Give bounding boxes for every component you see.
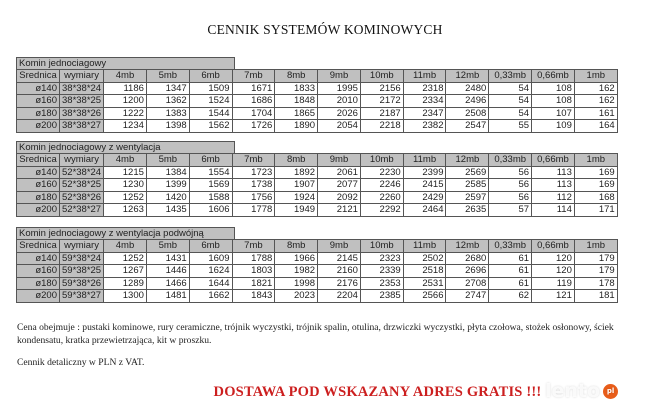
dimensions-cell: 59*38*27	[60, 290, 104, 303]
price-cell: 2204	[318, 290, 361, 303]
price-cell: 2121	[318, 204, 361, 217]
price-cell: 1890	[275, 120, 318, 133]
column-header: 4mb	[104, 154, 147, 167]
price-cell: 2026	[318, 107, 361, 120]
column-header: 0,66mb	[532, 154, 575, 167]
price-table-block	[16, 141, 618, 217]
price-cell: 2092	[318, 191, 361, 204]
price-cell: 1524	[189, 95, 232, 108]
price-cell: 61	[489, 252, 532, 265]
price-cell: 56	[489, 191, 532, 204]
column-header: 11mb	[403, 154, 446, 167]
price-cell: 2496	[446, 95, 489, 108]
column-header: 6mb	[189, 70, 232, 83]
price-table-block	[16, 227, 618, 303]
column-header: Srednica	[17, 154, 60, 167]
price-table	[16, 153, 618, 217]
price-cell: 1383	[146, 107, 189, 120]
column-header: wymiary	[60, 240, 104, 253]
price-cell: 61	[489, 277, 532, 290]
column-header: 5mb	[146, 70, 189, 83]
table-row	[17, 265, 618, 278]
price-cell: 169	[574, 179, 617, 192]
price-cell: 1833	[275, 82, 318, 95]
price-cell: 2547	[446, 120, 489, 133]
price-cell: 1362	[146, 95, 189, 108]
price-cell: 168	[574, 191, 617, 204]
price-cell: 120	[532, 265, 575, 278]
price-cell: 1554	[189, 166, 232, 179]
column-header: 4mb	[104, 70, 147, 83]
dimensions-cell: 52*38*24	[60, 166, 104, 179]
diameter-cell: ø200	[17, 204, 60, 217]
price-cell: 1704	[232, 107, 275, 120]
column-header: 8mb	[275, 70, 318, 83]
column-header: 7mb	[232, 70, 275, 83]
price-table	[16, 69, 618, 133]
price-cell: 2502	[403, 252, 446, 265]
column-header: 1mb	[574, 70, 617, 83]
notes	[17, 322, 617, 380]
column-header: 10mb	[360, 154, 403, 167]
diameter-cell: ø160	[17, 179, 60, 192]
table-row	[17, 204, 618, 217]
price-cell: 108	[532, 95, 575, 108]
price-cell: 2747	[446, 290, 489, 303]
column-header: 8mb	[275, 240, 318, 253]
diameter-cell: ø200	[17, 290, 60, 303]
price-cell: 2680	[446, 252, 489, 265]
includes-note: Cena obejmuje : pustaki kominowe, rury ceramiczne, trójnik wyczystki, trójnik spalin, otulina, drzwiczki wyczystki, płyta czołowa, stożek osłonowy, ściek kondensatu, kratka przewietrzająca, kit w proszku.	[17, 322, 614, 346]
price-cell: 2585	[446, 179, 489, 192]
price-cell: 2339	[360, 265, 403, 278]
price-cell: 2334	[403, 95, 446, 108]
price-cell: 1569	[189, 179, 232, 192]
price-cell: 1671	[232, 82, 275, 95]
price-cell: 114	[532, 204, 575, 217]
price-cell: 162	[574, 82, 617, 95]
price-cell: 1446	[146, 265, 189, 278]
price-cell: 1509	[189, 82, 232, 95]
price-cell: 1788	[232, 252, 275, 265]
column-header: 12mb	[446, 70, 489, 83]
price-cell: 108	[532, 82, 575, 95]
price-cell: 54	[489, 107, 532, 120]
price-cell: 1686	[232, 95, 275, 108]
table-title: Komin jednociagowy	[16, 57, 235, 69]
price-cell: 2318	[403, 82, 446, 95]
price-cell: 1982	[275, 265, 318, 278]
table-row	[17, 120, 618, 133]
column-header: 10mb	[360, 70, 403, 83]
price-cell: 1263	[104, 204, 147, 217]
price-cell: 179	[574, 265, 617, 278]
dimensions-cell: 59*38*26	[60, 277, 104, 290]
watermark-text: lento	[545, 380, 601, 402]
column-header: 8mb	[275, 154, 318, 167]
price-cell: 2292	[360, 204, 403, 217]
price-cell: 171	[574, 204, 617, 217]
price-cell: 120	[532, 252, 575, 265]
price-cell: 1230	[104, 179, 147, 192]
table-row	[17, 82, 618, 95]
price-cell: 1778	[232, 204, 275, 217]
price-cell: 1481	[146, 290, 189, 303]
price-cell: 1215	[104, 166, 147, 179]
price-cell: 1606	[189, 204, 232, 217]
price-cell: 1998	[275, 277, 318, 290]
dimensions-cell: 59*38*24	[60, 252, 104, 265]
price-cell: 1723	[232, 166, 275, 179]
price-cell: 2176	[318, 277, 361, 290]
price-cell: 2429	[403, 191, 446, 204]
header-row	[17, 70, 618, 83]
price-cell: 1252	[104, 191, 147, 204]
price-cell: 161	[574, 107, 617, 120]
diameter-cell: ø140	[17, 252, 60, 265]
price-cell: 162	[574, 95, 617, 108]
price-cell: 1821	[232, 277, 275, 290]
price-cell: 1662	[189, 290, 232, 303]
price-cell: 2382	[403, 120, 446, 133]
price-cell: 1609	[189, 252, 232, 265]
price-cell: 1347	[146, 82, 189, 95]
column-header: 11mb	[403, 240, 446, 253]
price-cell: 2246	[360, 179, 403, 192]
table-row	[17, 191, 618, 204]
diameter-cell: ø180	[17, 191, 60, 204]
price-cell: 2218	[360, 120, 403, 133]
table-row	[17, 95, 618, 108]
price-cell: 2531	[403, 277, 446, 290]
table-row	[17, 252, 618, 265]
dimensions-cell: 38*38*27	[60, 120, 104, 133]
price-cell: 1289	[104, 277, 147, 290]
price-cell: 2385	[360, 290, 403, 303]
dimensions-cell: 52*38*25	[60, 179, 104, 192]
column-header: Srednica	[17, 70, 60, 83]
dimensions-cell: 59*38*25	[60, 265, 104, 278]
price-table	[16, 239, 618, 303]
column-header: 0,66mb	[532, 70, 575, 83]
column-header: 10mb	[360, 240, 403, 253]
dimensions-cell: 38*38*24	[60, 82, 104, 95]
price-cell: 2145	[318, 252, 361, 265]
column-header: 9mb	[318, 154, 361, 167]
price-cell: 1252	[104, 252, 147, 265]
price-cell: 56	[489, 166, 532, 179]
speech-bubble-icon: pl	[603, 384, 618, 399]
column-header: 9mb	[318, 240, 361, 253]
price-cell: 2347	[403, 107, 446, 120]
price-cell: 1399	[146, 179, 189, 192]
diameter-cell: ø140	[17, 82, 60, 95]
column-header: wymiary	[60, 70, 104, 83]
price-cell: 1995	[318, 82, 361, 95]
price-cell: 1924	[275, 191, 318, 204]
price-cell: 1431	[146, 252, 189, 265]
price-cell: 1966	[275, 252, 318, 265]
table-row	[17, 290, 618, 303]
column-header: 11mb	[403, 70, 446, 83]
price-cell: 2508	[446, 107, 489, 120]
column-header: 1mb	[574, 240, 617, 253]
price-cell: 1186	[104, 82, 147, 95]
column-header: 7mb	[232, 240, 275, 253]
price-cell: 2518	[403, 265, 446, 278]
price-cell: 1300	[104, 290, 147, 303]
column-header: 0,33mb	[489, 154, 532, 167]
price-cell: 119	[532, 277, 575, 290]
price-cell: 1738	[232, 179, 275, 192]
price-cell: 2566	[403, 290, 446, 303]
column-header: 6mb	[189, 154, 232, 167]
table-row	[17, 179, 618, 192]
price-cell: 1435	[146, 204, 189, 217]
price-cell: 1267	[104, 265, 147, 278]
price-cell: 2260	[360, 191, 403, 204]
price-cell: 2160	[318, 265, 361, 278]
price-cell: 54	[489, 82, 532, 95]
price-cell: 61	[489, 265, 532, 278]
table-title: Komin jednociagowy z wentylacja podwójną	[16, 227, 235, 239]
column-header: 9mb	[318, 70, 361, 83]
diameter-cell: ø160	[17, 95, 60, 108]
column-header: 12mb	[446, 240, 489, 253]
lento-watermark	[545, 378, 618, 404]
price-cell: 164	[574, 120, 617, 133]
column-header: 4mb	[104, 240, 147, 253]
price-cell: 1644	[189, 277, 232, 290]
price-cell: 1726	[232, 120, 275, 133]
price-cell: 2464	[403, 204, 446, 217]
diameter-cell: ø180	[17, 107, 60, 120]
diameter-cell: ø180	[17, 277, 60, 290]
price-cell: 2187	[360, 107, 403, 120]
price-cell: 1803	[232, 265, 275, 278]
price-cell: 2399	[403, 166, 446, 179]
price-cell: 121	[532, 290, 575, 303]
price-cell: 1624	[189, 265, 232, 278]
price-cell: 1200	[104, 95, 147, 108]
price-table-block	[16, 57, 618, 133]
column-header: 0,33mb	[489, 240, 532, 253]
price-cell: 2230	[360, 166, 403, 179]
price-cell: 62	[489, 290, 532, 303]
price-cell: 1398	[146, 120, 189, 133]
delivery-promo: DOSTAWA POD WSKAZANY ADRES GRATIS !!!	[213, 384, 542, 400]
table-title: Komin jednociagowy z wentylacja	[16, 141, 235, 153]
column-header: 0,66mb	[532, 240, 575, 253]
table-row	[17, 166, 618, 179]
price-cell: 1562	[189, 120, 232, 133]
price-cell: 1865	[275, 107, 318, 120]
column-header: wymiary	[60, 154, 104, 167]
price-cell: 1892	[275, 166, 318, 179]
column-header: 5mb	[146, 240, 189, 253]
price-cell: 2597	[446, 191, 489, 204]
price-cell: 2569	[446, 166, 489, 179]
document-title: CENNIK SYSTEMÓW KOMINOWYCH	[207, 22, 443, 37]
price-cell: 2480	[446, 82, 489, 95]
dimensions-cell: 52*38*26	[60, 191, 104, 204]
price-cell: 2061	[318, 166, 361, 179]
column-header: 6mb	[189, 240, 232, 253]
column-header: 5mb	[146, 154, 189, 167]
column-header: 12mb	[446, 154, 489, 167]
price-cell: 109	[532, 120, 575, 133]
price-cell: 1544	[189, 107, 232, 120]
price-cell: 1222	[104, 107, 147, 120]
price-cell: 2635	[446, 204, 489, 217]
price-cell: 1234	[104, 120, 147, 133]
price-cell: 107	[532, 107, 575, 120]
column-header: 0,33mb	[489, 70, 532, 83]
header-row	[17, 240, 618, 253]
price-cell: 57	[489, 204, 532, 217]
price-cell: 2023	[275, 290, 318, 303]
price-cell: 54	[489, 95, 532, 108]
price-cell: 2172	[360, 95, 403, 108]
price-cell: 1949	[275, 204, 318, 217]
price-cell: 113	[532, 179, 575, 192]
currency-note: Cennik detaliczny w PLN z VAT.	[17, 357, 145, 368]
price-cell: 2708	[446, 277, 489, 290]
price-cell: 56	[489, 179, 532, 192]
price-cell: 55	[489, 120, 532, 133]
diameter-cell: ø160	[17, 265, 60, 278]
price-cell: 1848	[275, 95, 318, 108]
column-header: 1mb	[574, 154, 617, 167]
price-cell: 169	[574, 166, 617, 179]
dimensions-cell: 52*38*27	[60, 204, 104, 217]
price-cell: 113	[532, 166, 575, 179]
price-cell: 2054	[318, 120, 361, 133]
price-cell: 1420	[146, 191, 189, 204]
header-row	[17, 154, 618, 167]
price-cell: 178	[574, 277, 617, 290]
price-cell: 1466	[146, 277, 189, 290]
price-cell: 1756	[232, 191, 275, 204]
price-cell: 181	[574, 290, 617, 303]
price-cell: 112	[532, 191, 575, 204]
price-cell: 179	[574, 252, 617, 265]
table-row	[17, 277, 618, 290]
column-header: Srednica	[17, 240, 60, 253]
price-cell: 2323	[360, 252, 403, 265]
price-cell: 2156	[360, 82, 403, 95]
diameter-cell: ø200	[17, 120, 60, 133]
price-cell: 2077	[318, 179, 361, 192]
table-row	[17, 107, 618, 120]
price-cell: 2353	[360, 277, 403, 290]
price-cell: 2696	[446, 265, 489, 278]
price-cell: 2010	[318, 95, 361, 108]
dimensions-cell: 38*38*26	[60, 107, 104, 120]
diameter-cell: ø140	[17, 166, 60, 179]
price-cell: 1588	[189, 191, 232, 204]
price-cell: 2415	[403, 179, 446, 192]
column-header: 7mb	[232, 154, 275, 167]
price-cell: 1384	[146, 166, 189, 179]
price-cell: 1907	[275, 179, 318, 192]
price-cell: 1843	[232, 290, 275, 303]
dimensions-cell: 38*38*25	[60, 95, 104, 108]
